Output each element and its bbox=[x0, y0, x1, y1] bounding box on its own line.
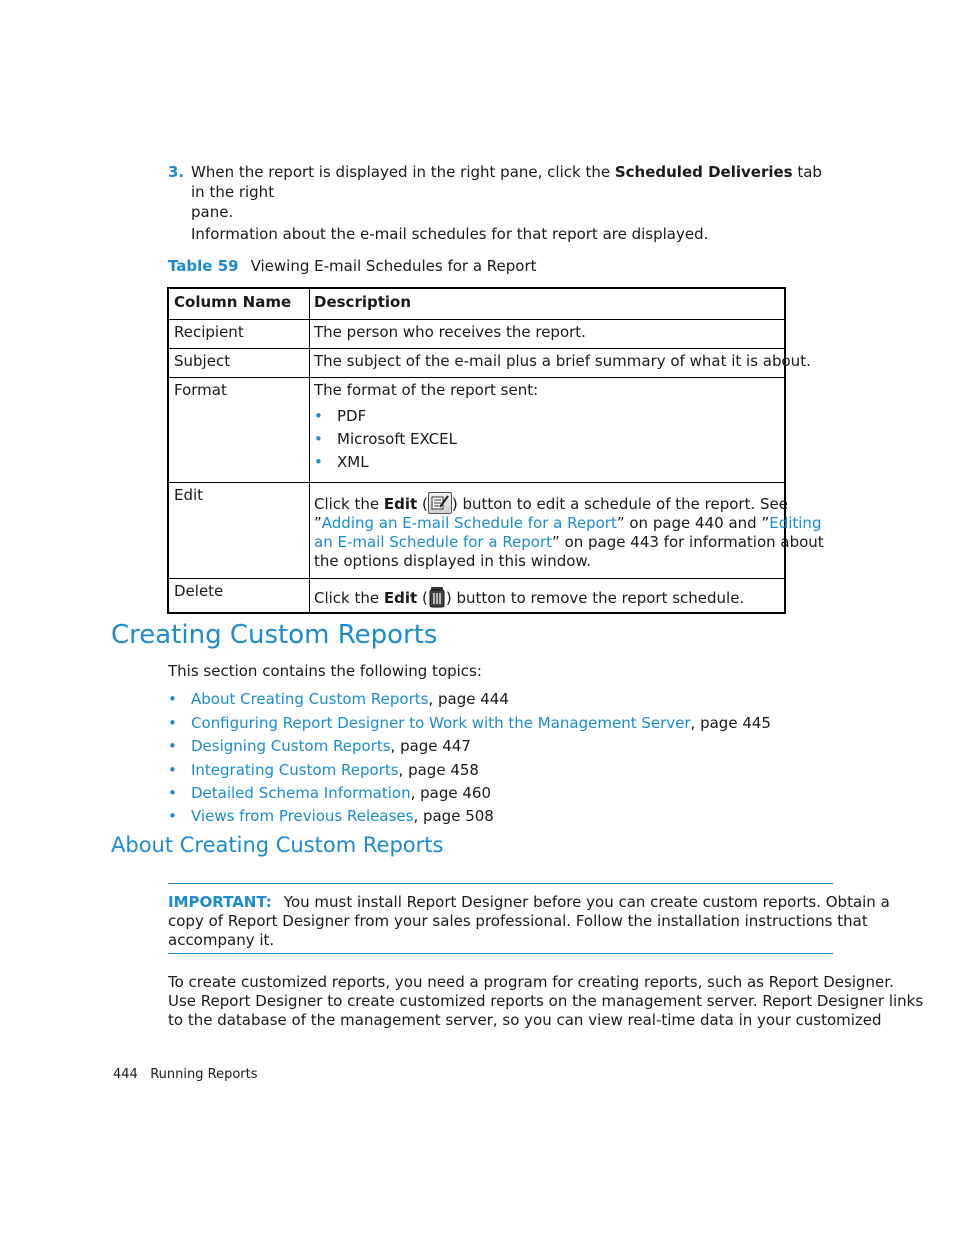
topic-link[interactable]: About Creating Custom Reports bbox=[191, 690, 429, 708]
cell-name: Subject bbox=[174, 352, 231, 370]
bullet-icon: • bbox=[314, 453, 323, 471]
page-number: 444 bbox=[113, 1067, 138, 1082]
table-row bbox=[169, 319, 784, 349]
edit-icon bbox=[428, 492, 452, 514]
body-paragraph: To create customized reports, you need a program for creating reports, such as Report Designer. Use Report Designer to create customized reports on the management server. Report Designer links to the database of the management server, so you can view real-time data in your customized bbox=[168, 973, 924, 1029]
cell-name: Recipient bbox=[174, 323, 244, 341]
bullet-icon: • bbox=[168, 737, 177, 755]
step-result: Information about the e-mail schedules for that report are displayed. bbox=[191, 225, 709, 243]
cell-name: Delete bbox=[174, 582, 224, 600]
bullet-icon: • bbox=[314, 407, 323, 425]
heading-about-creating-custom-reports: About Creating Custom Reports bbox=[111, 833, 444, 857]
cell-name: Edit bbox=[174, 486, 204, 504]
step-number: 3. bbox=[168, 163, 185, 181]
cell-desc: Click the Edit ( ) button to edit a schedule of the report. See ”Adding an E-mail Schedule for a Report” on page 440 and ”Editing an E-mail Schedule for a Report” on page 443 for information about the options displayed in this window. bbox=[314, 492, 780, 571]
bullet-icon: • bbox=[314, 430, 323, 448]
link-editing-email-schedule-cont[interactable]: an E-mail Schedule for a Report bbox=[314, 533, 553, 551]
format-intro: The format of the report sent: bbox=[314, 381, 539, 399]
bullet-icon: • bbox=[168, 807, 177, 825]
table-row bbox=[169, 578, 784, 614]
heading-creating-custom-reports: Creating Custom Reports bbox=[111, 620, 438, 650]
divider bbox=[168, 953, 833, 954]
list-item: • XML bbox=[314, 453, 369, 471]
link-editing-email-schedule[interactable]: Editing bbox=[769, 514, 822, 532]
table-row bbox=[169, 377, 784, 483]
link-adding-email-schedule[interactable]: Adding an E-mail Schedule for a Report bbox=[321, 514, 617, 532]
table-caption-label: Table 59 bbox=[168, 257, 239, 275]
topic-link[interactable]: Detailed Schema Information bbox=[191, 784, 411, 802]
topic-link[interactable]: Views from Previous Releases bbox=[191, 807, 414, 825]
step-line-1: When the report is displayed in the right pane, click the Scheduled Deliveries tab in the right bbox=[191, 163, 822, 201]
topic-link[interactable]: Designing Custom Reports bbox=[191, 737, 391, 755]
important-label: IMPORTANT: bbox=[168, 893, 272, 911]
footer-title: Running Reports bbox=[150, 1067, 258, 1082]
cell-name: Format bbox=[174, 381, 227, 399]
table-caption bbox=[168, 257, 537, 275]
scheduled-deliveries-label: Scheduled Deliveries bbox=[614, 163, 793, 181]
bullet-icon: • bbox=[168, 784, 177, 802]
table-row bbox=[169, 348, 811, 378]
trash-icon bbox=[428, 586, 446, 608]
list-item: • Microsoft EXCEL bbox=[314, 430, 457, 448]
page-footer bbox=[113, 1067, 258, 1082]
header-column-name: Column Name bbox=[174, 293, 292, 311]
table-row bbox=[169, 482, 824, 579]
topic-link[interactable]: Integrating Custom Reports bbox=[191, 761, 399, 779]
cell-desc: Click the Edit ( ) button to remove the report schedule. bbox=[314, 586, 780, 608]
email-schedules-table bbox=[167, 287, 824, 614]
cell-desc: The subject of the e-mail plus a brief summary of what it is about. bbox=[314, 352, 811, 370]
cell-desc: The person who receives the report. bbox=[314, 323, 586, 341]
topic-link[interactable]: Configuring Report Designer to Work with the Management Server bbox=[191, 714, 691, 732]
bullet-icon: • bbox=[168, 690, 177, 708]
header-description: Description bbox=[314, 293, 412, 311]
bullet-icon: • bbox=[168, 714, 177, 732]
bullet-icon: • bbox=[168, 761, 177, 779]
cell-desc bbox=[314, 381, 780, 476]
table-caption-title: Viewing E-mail Schedules for a Report bbox=[250, 257, 537, 275]
table-header-row bbox=[169, 289, 784, 320]
section-intro: This section contains the following topics: bbox=[168, 662, 482, 680]
important-note: IMPORTANT: You must install Report Designer before you can create custom reports. Obtain a copy of Report Designer from your sales professional. Follow the installation instructions that accompany it. bbox=[168, 893, 890, 949]
step-line-2: pane. bbox=[191, 203, 234, 221]
list-item: • PDF bbox=[314, 407, 367, 425]
divider bbox=[168, 883, 833, 884]
